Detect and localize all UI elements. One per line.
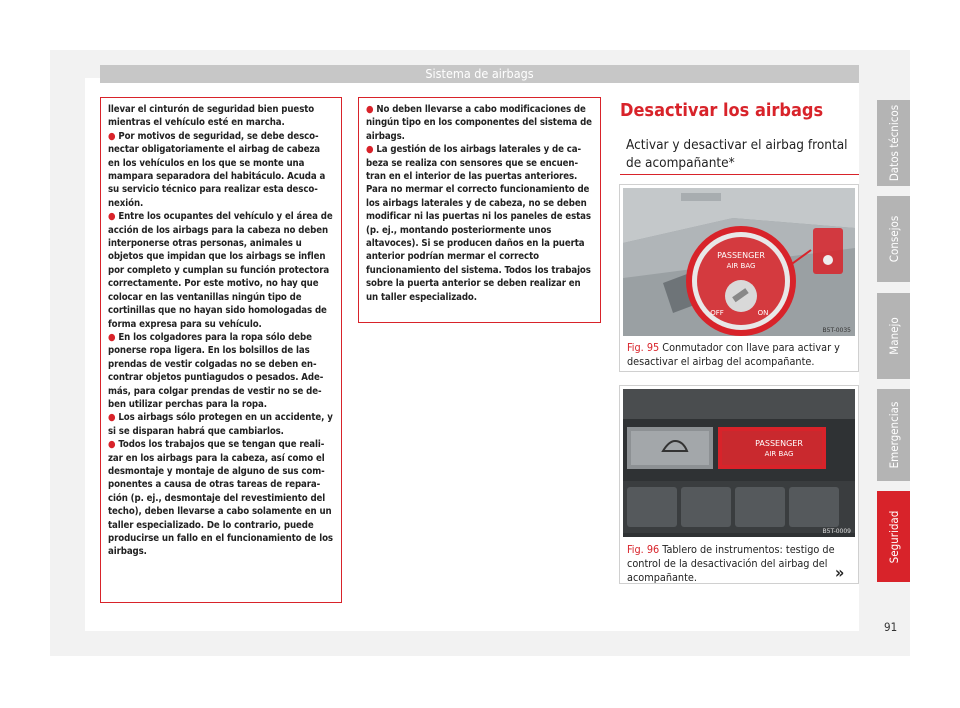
- bullet-icon: ●: [108, 412, 116, 424]
- bullet-icon: ●: [108, 211, 116, 223]
- figure-number: Fig. 95: [627, 341, 660, 354]
- figure-96-image: [623, 389, 855, 537]
- bullet-item: ● Entre los ocupantes del vehículo y el área de acción de los airbags para la cabeza no deben interponerse otras personas, animales u objetos que impidan que los airbags se inflen por completo y cumplan su función protectora correctamente. Por este motivo, no hay que colocar en las ventanillas ningún tipo de cortinillas que no hayan sido homologadas de forma expresa para su vehículo.: [108, 211, 333, 330]
- caption-text: Conmutador con llave para activar y desactivar el airbag del acompañante.: [627, 341, 840, 368]
- page-number: 91: [884, 620, 898, 634]
- section-subtitle: Activar y desactivar el airbag frontal de acompañante*: [626, 137, 848, 171]
- figure-96-caption: [627, 543, 839, 585]
- fig95-off-label: OFF: [710, 309, 724, 317]
- bullet-item: ● En los colgadores para la ropa sólo debe ponerse ropa ligera. En los bolsillos de las prendas de vestir colgadas no se deben encontrar objetos puntiagudos o pesados. Además, para colgar prendas de vestir no se deben utilizar perchas para la ropa.: [108, 331, 324, 410]
- tab-datos-tecnicos[interactable]: Datos técnicos: [877, 100, 910, 186]
- bullet-item: ● No deben llevarse a cabo modificaciones de ningún tipo en los componentes del sistema de airbags.: [366, 104, 592, 142]
- bullet-icon: ●: [108, 331, 116, 343]
- fig96-code: B5T-0009: [822, 528, 851, 535]
- tab-manejo[interactable]: Manejo: [877, 293, 910, 379]
- fig95-passenger-label: PASSENGER: [717, 251, 765, 260]
- bullet-item: ● Los airbags sólo protegen en un accidente, y si se disparan habrá que cambiarlos.: [108, 412, 333, 437]
- fig95-code: B5T-0035: [822, 327, 851, 334]
- fig96-airbag-label: AIR BAG: [764, 450, 794, 458]
- bullet-icon: ●: [108, 130, 116, 142]
- tab-consejos[interactable]: Consejos: [877, 196, 910, 282]
- section-title: Desactivar los airbags: [620, 100, 824, 121]
- tab-seguridad[interactable]: Seguridad: [877, 491, 910, 582]
- bullet-item: ● Por motivos de seguridad, se debe desconectar obligatoriamente el airbag de cabeza en los vehículos en los que se monte una mampara separadora del habitáculo. Acuda a su servicio técnico para realizar esta desconexión.: [108, 130, 326, 209]
- figure-96: [619, 385, 859, 584]
- figure-95: [619, 184, 859, 372]
- fig95-airbag-label: AIR BAG: [726, 262, 756, 270]
- bullet-icon: ●: [366, 144, 374, 156]
- figure-95-caption: [627, 341, 853, 369]
- bullet-item: ● Todos los trabajos que se tengan que realizar en los airbags para la cabeza, así como el desmontaje y montaje de alguno de sus componentes a causa de otras tareas de reparación (p. ej., desmontaje del revestimiento del techo), deben llevarse a cabo solamente en un taller especializado. De lo contrario, puede producirse un fallo en el funcionamiento de los airbags.: [108, 439, 333, 558]
- bullet-icon: ●: [108, 439, 116, 451]
- heading-divider: [620, 174, 859, 175]
- warning-box-2: [358, 97, 601, 323]
- bullet-item: ● La gestión de los airbags laterales y de cabeza se realiza con sensores que se encuentran en el interior de las puertas anteriores. Para no mermar el correcto funcionamiento de los airbags laterales y de cabeza, no se deben modificar ni las puertas ni los paneles de estas (p. ej., montando posteriormente unos altavoces). Si se producen daños en la puerta anterior podrían mermar el correcto funcionamiento del sistema. Todos los trabajos sobre la puerta anterior se deben realizar en un taller especializado.: [366, 144, 591, 303]
- caption-text: Tablero de instrumentos: testigo de control de la desactivación del airbag del acompañante.: [627, 543, 835, 584]
- figure-number: Fig. 96: [627, 543, 660, 556]
- page-header: Sistema de airbags: [100, 65, 859, 83]
- continue-arrow-icon: »: [835, 563, 845, 582]
- fig96-passenger-label: PASSENGER: [755, 439, 803, 448]
- tab-emergencias[interactable]: Emergencias: [877, 389, 910, 481]
- bullet-icon: ●: [366, 104, 374, 115]
- fig95-on-label: ON: [757, 309, 769, 317]
- warning-box-1: [100, 97, 342, 603]
- figure-95-image: [623, 188, 855, 336]
- warning-text: llevar el cinturón de seguridad bien puesto mientras el vehículo esté en marcha.: [108, 104, 315, 129]
